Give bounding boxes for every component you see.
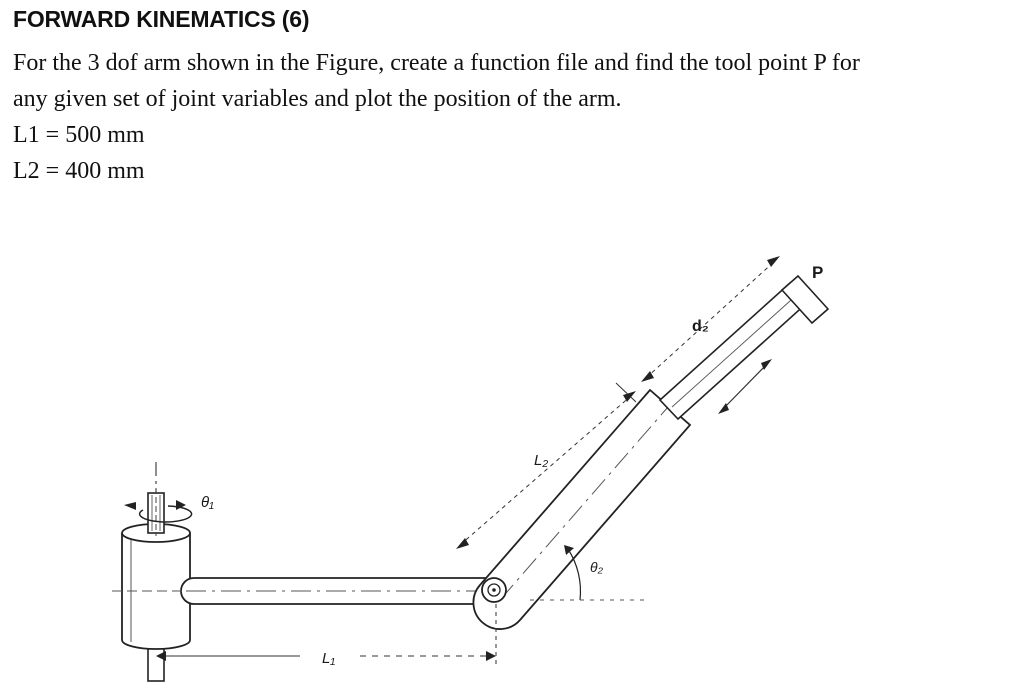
prismatic-extension [660,283,808,419]
arm-link-l1 [181,578,499,604]
page-title: FORWARD KINEMATICS (6) [13,6,310,32]
param-l1: L1 = 500 mm [13,122,145,148]
label-p: P [812,263,824,282]
base-shaft-top [148,488,164,536]
joint2-pin [482,578,506,602]
label-d2: d₂ [692,318,709,335]
problem-line-2: any given set of joint variables and plot the position of the arm. [13,86,622,112]
label-theta1: θ₁ [201,494,214,511]
param-l2: L2 = 400 mm [13,158,145,184]
label-l1: L₁ [322,650,336,667]
label-l2: L₂ [534,452,549,469]
base-cylinder [122,524,190,649]
problem-line-1: For the 3 dof arm shown in the Figure, create a function file and find the tool point P for [13,50,860,76]
label-theta2: θ₂ [590,559,603,575]
